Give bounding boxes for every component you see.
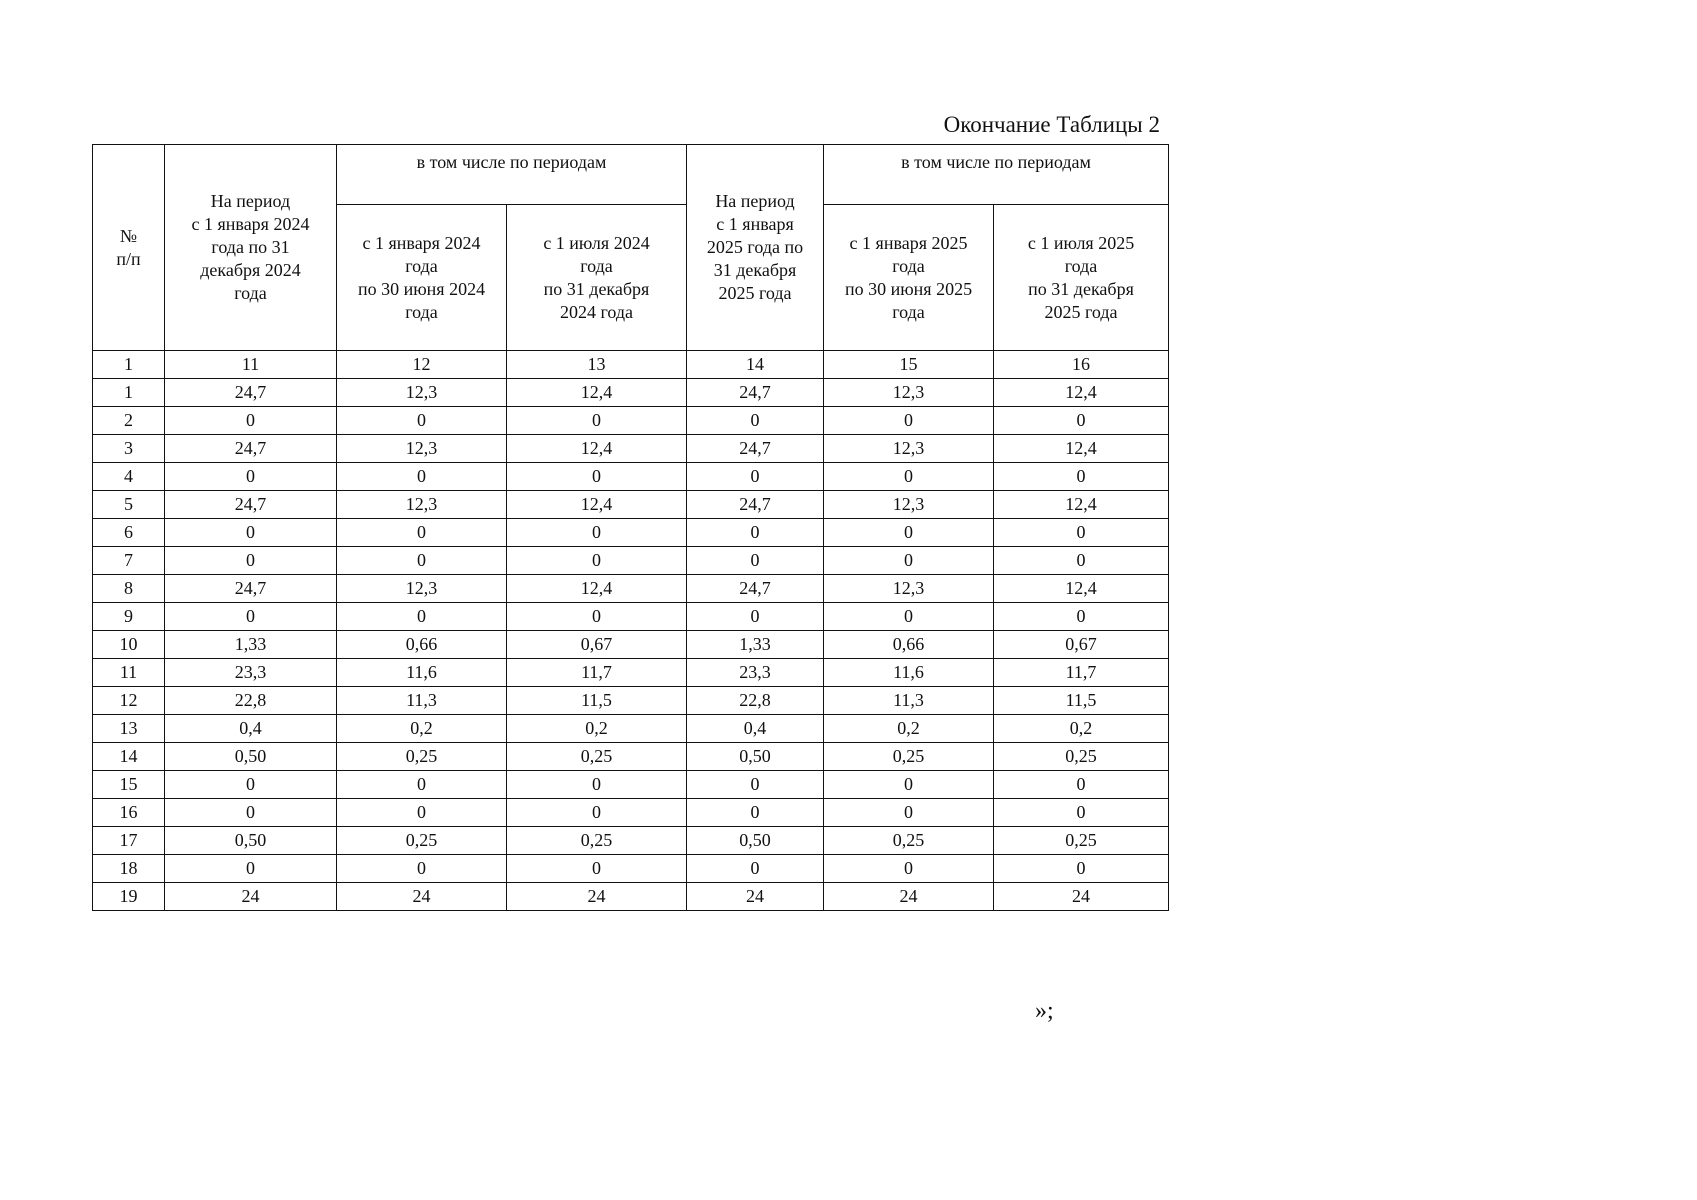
value-cell: 0 xyxy=(994,771,1169,799)
value-cell: 0 xyxy=(337,603,507,631)
value-cell: 24,7 xyxy=(687,575,824,603)
value-cell: 0 xyxy=(337,799,507,827)
value-cell: 0 xyxy=(165,799,337,827)
value-cell: 12,3 xyxy=(824,491,994,519)
value-cell: 12,3 xyxy=(337,575,507,603)
value-cell: 12,4 xyxy=(994,435,1169,463)
row-number-cell: 4 xyxy=(93,463,165,491)
row-number-cell: 8 xyxy=(93,575,165,603)
value-cell: 0,2 xyxy=(337,715,507,743)
value-cell: 12,3 xyxy=(824,379,994,407)
value-cell: 13 xyxy=(507,351,687,379)
value-cell: 0 xyxy=(994,855,1169,883)
value-cell: 0 xyxy=(824,771,994,799)
table-row xyxy=(93,771,1169,799)
row-number-cell: 16 xyxy=(93,799,165,827)
value-cell: 22,8 xyxy=(165,687,337,715)
value-cell: 12,3 xyxy=(337,435,507,463)
table-row xyxy=(93,491,1169,519)
row-number-cell: 17 xyxy=(93,827,165,855)
value-cell: 0 xyxy=(824,519,994,547)
value-cell: 0,2 xyxy=(824,715,994,743)
value-cell: 24,7 xyxy=(165,491,337,519)
value-cell: 0 xyxy=(165,855,337,883)
value-cell: 23,3 xyxy=(165,659,337,687)
value-cell: 12,3 xyxy=(337,379,507,407)
value-cell: 0,2 xyxy=(507,715,687,743)
table-row xyxy=(93,743,1169,771)
value-cell: 11,7 xyxy=(507,659,687,687)
value-cell: 24,7 xyxy=(165,379,337,407)
data-table xyxy=(92,144,1169,911)
value-cell: 11 xyxy=(165,351,337,379)
value-cell: 24 xyxy=(337,883,507,911)
value-cell: 0 xyxy=(687,547,824,575)
value-cell: 0 xyxy=(337,407,507,435)
value-cell: 0,25 xyxy=(337,743,507,771)
value-cell: 0 xyxy=(507,603,687,631)
value-cell: 0 xyxy=(507,771,687,799)
value-cell: 12,4 xyxy=(507,575,687,603)
value-cell: 0 xyxy=(824,463,994,491)
row-number-cell: 19 xyxy=(93,883,165,911)
table-row xyxy=(93,575,1169,603)
value-cell: 0 xyxy=(165,771,337,799)
value-cell: 12,3 xyxy=(824,435,994,463)
value-cell: 0,66 xyxy=(824,631,994,659)
value-cell: 0 xyxy=(687,407,824,435)
value-cell: 12,4 xyxy=(994,379,1169,407)
value-cell: 12,3 xyxy=(824,575,994,603)
value-cell: 12 xyxy=(337,351,507,379)
table-row xyxy=(93,463,1169,491)
row-number-cell: 14 xyxy=(93,743,165,771)
table-row xyxy=(93,631,1169,659)
header-h1-2025: с 1 января 2025 года по 30 июня 2025 года xyxy=(824,205,994,351)
value-cell: 0,67 xyxy=(994,631,1169,659)
value-cell: 0 xyxy=(165,603,337,631)
value-cell: 24 xyxy=(994,883,1169,911)
value-cell: 24 xyxy=(824,883,994,911)
value-cell: 0,50 xyxy=(165,743,337,771)
value-cell: 0 xyxy=(507,799,687,827)
value-cell: 0 xyxy=(824,407,994,435)
value-cell: 0,25 xyxy=(507,827,687,855)
value-cell: 24,7 xyxy=(687,435,824,463)
row-number-cell: 3 xyxy=(93,435,165,463)
table-body xyxy=(93,351,1169,911)
value-cell: 0 xyxy=(687,519,824,547)
value-cell: 0,66 xyxy=(337,631,507,659)
row-number-cell: 2 xyxy=(93,407,165,435)
table-row xyxy=(93,659,1169,687)
table-row xyxy=(93,799,1169,827)
value-cell: 0 xyxy=(687,855,824,883)
value-cell: 24 xyxy=(507,883,687,911)
value-cell: 0,50 xyxy=(687,743,824,771)
value-cell: 12,3 xyxy=(337,491,507,519)
header-period-2024: На период с 1 января 2024 года по 31 декабря 2024 года xyxy=(165,145,337,351)
table-row xyxy=(93,603,1169,631)
value-cell: 0 xyxy=(337,519,507,547)
table-row xyxy=(93,883,1169,911)
value-cell: 15 xyxy=(824,351,994,379)
header-h1-2024: с 1 января 2024 года по 30 июня 2024 года xyxy=(337,205,507,351)
row-number-cell: 1 xyxy=(93,379,165,407)
value-cell: 24 xyxy=(687,883,824,911)
value-cell: 0 xyxy=(507,463,687,491)
value-cell: 0 xyxy=(994,799,1169,827)
value-cell: 24,7 xyxy=(687,379,824,407)
value-cell: 0 xyxy=(994,463,1169,491)
value-cell: 0 xyxy=(165,407,337,435)
value-cell: 11,5 xyxy=(994,687,1169,715)
value-cell: 0 xyxy=(824,855,994,883)
value-cell: 1,33 xyxy=(165,631,337,659)
table-row xyxy=(93,379,1169,407)
value-cell: 0,25 xyxy=(337,827,507,855)
value-cell: 12,4 xyxy=(507,435,687,463)
value-cell: 0 xyxy=(994,519,1169,547)
value-cell: 11,3 xyxy=(824,687,994,715)
header-h2-2024: с 1 июля 2024 года по 31 декабря 2024 года xyxy=(507,205,687,351)
table-row xyxy=(93,519,1169,547)
value-cell: 0,67 xyxy=(507,631,687,659)
row-number-cell: 9 xyxy=(93,603,165,631)
value-cell: 0 xyxy=(994,547,1169,575)
value-cell: 0 xyxy=(994,603,1169,631)
value-cell: 0,25 xyxy=(994,827,1169,855)
value-cell: 0,4 xyxy=(165,715,337,743)
header-group-2024: в том числе по периодам xyxy=(337,145,687,205)
value-cell: 12,4 xyxy=(507,491,687,519)
value-cell: 0 xyxy=(824,799,994,827)
value-cell: 0 xyxy=(165,519,337,547)
table-row xyxy=(93,407,1169,435)
value-cell: 0 xyxy=(507,407,687,435)
header-number: № п/п xyxy=(93,145,165,351)
value-cell: 24,7 xyxy=(687,491,824,519)
row-number-cell: 13 xyxy=(93,715,165,743)
header-period-2025: На период с 1 января 2025 года по 31 декабря 2025 года xyxy=(687,145,824,351)
value-cell: 12,4 xyxy=(994,575,1169,603)
value-cell: 0,25 xyxy=(507,743,687,771)
value-cell: 24,7 xyxy=(165,575,337,603)
value-cell: 0,25 xyxy=(824,827,994,855)
value-cell: 0,2 xyxy=(994,715,1169,743)
value-cell: 11,6 xyxy=(824,659,994,687)
table-row xyxy=(93,435,1169,463)
value-cell: 0,25 xyxy=(994,743,1169,771)
row-number-cell: 12 xyxy=(93,687,165,715)
row-number-cell: 6 xyxy=(93,519,165,547)
row-number-cell: 18 xyxy=(93,855,165,883)
table-row xyxy=(93,827,1169,855)
value-cell: 23,3 xyxy=(687,659,824,687)
row-number-cell: 1 xyxy=(93,351,165,379)
value-cell: 0,50 xyxy=(687,827,824,855)
value-cell: 14 xyxy=(687,351,824,379)
table-row xyxy=(93,855,1169,883)
closing-quote: »; xyxy=(1035,998,1054,1024)
value-cell: 0 xyxy=(687,603,824,631)
table-row xyxy=(93,687,1169,715)
value-cell: 0 xyxy=(507,547,687,575)
value-cell: 0 xyxy=(994,407,1169,435)
value-cell: 11,6 xyxy=(337,659,507,687)
value-cell: 0,25 xyxy=(824,743,994,771)
value-cell: 0,50 xyxy=(165,827,337,855)
value-cell: 24,7 xyxy=(165,435,337,463)
row-number-cell: 11 xyxy=(93,659,165,687)
row-number-cell: 15 xyxy=(93,771,165,799)
header-h2-2025: с 1 июля 2025 года по 31 декабря 2025 года xyxy=(994,205,1169,351)
value-cell: 0 xyxy=(687,463,824,491)
row-number-cell: 10 xyxy=(93,631,165,659)
value-cell: 0 xyxy=(507,855,687,883)
header-group-2025: в том числе по периодам xyxy=(824,145,1169,205)
value-cell: 0 xyxy=(337,547,507,575)
value-cell: 0 xyxy=(824,547,994,575)
value-cell: 0 xyxy=(687,799,824,827)
value-cell: 0 xyxy=(507,519,687,547)
row-number-cell: 7 xyxy=(93,547,165,575)
header-row-top xyxy=(93,145,1169,205)
value-cell: 0,4 xyxy=(687,715,824,743)
table-row xyxy=(93,715,1169,743)
value-cell: 11,3 xyxy=(337,687,507,715)
value-cell: 22,8 xyxy=(687,687,824,715)
row-number-cell: 5 xyxy=(93,491,165,519)
value-cell: 0 xyxy=(824,603,994,631)
table-caption: Окончание Таблицы 2 xyxy=(943,112,1160,137)
value-cell: 12,4 xyxy=(994,491,1169,519)
value-cell: 0 xyxy=(337,855,507,883)
value-cell: 0 xyxy=(337,771,507,799)
value-cell: 0 xyxy=(337,463,507,491)
value-cell: 0 xyxy=(165,463,337,491)
value-cell: 11,5 xyxy=(507,687,687,715)
value-cell: 16 xyxy=(994,351,1169,379)
value-cell: 1,33 xyxy=(687,631,824,659)
value-cell: 0 xyxy=(687,771,824,799)
value-cell: 0 xyxy=(165,547,337,575)
table-row xyxy=(93,547,1169,575)
value-cell: 11,7 xyxy=(994,659,1169,687)
table-row xyxy=(93,351,1169,379)
value-cell: 12,4 xyxy=(507,379,687,407)
value-cell: 24 xyxy=(165,883,337,911)
